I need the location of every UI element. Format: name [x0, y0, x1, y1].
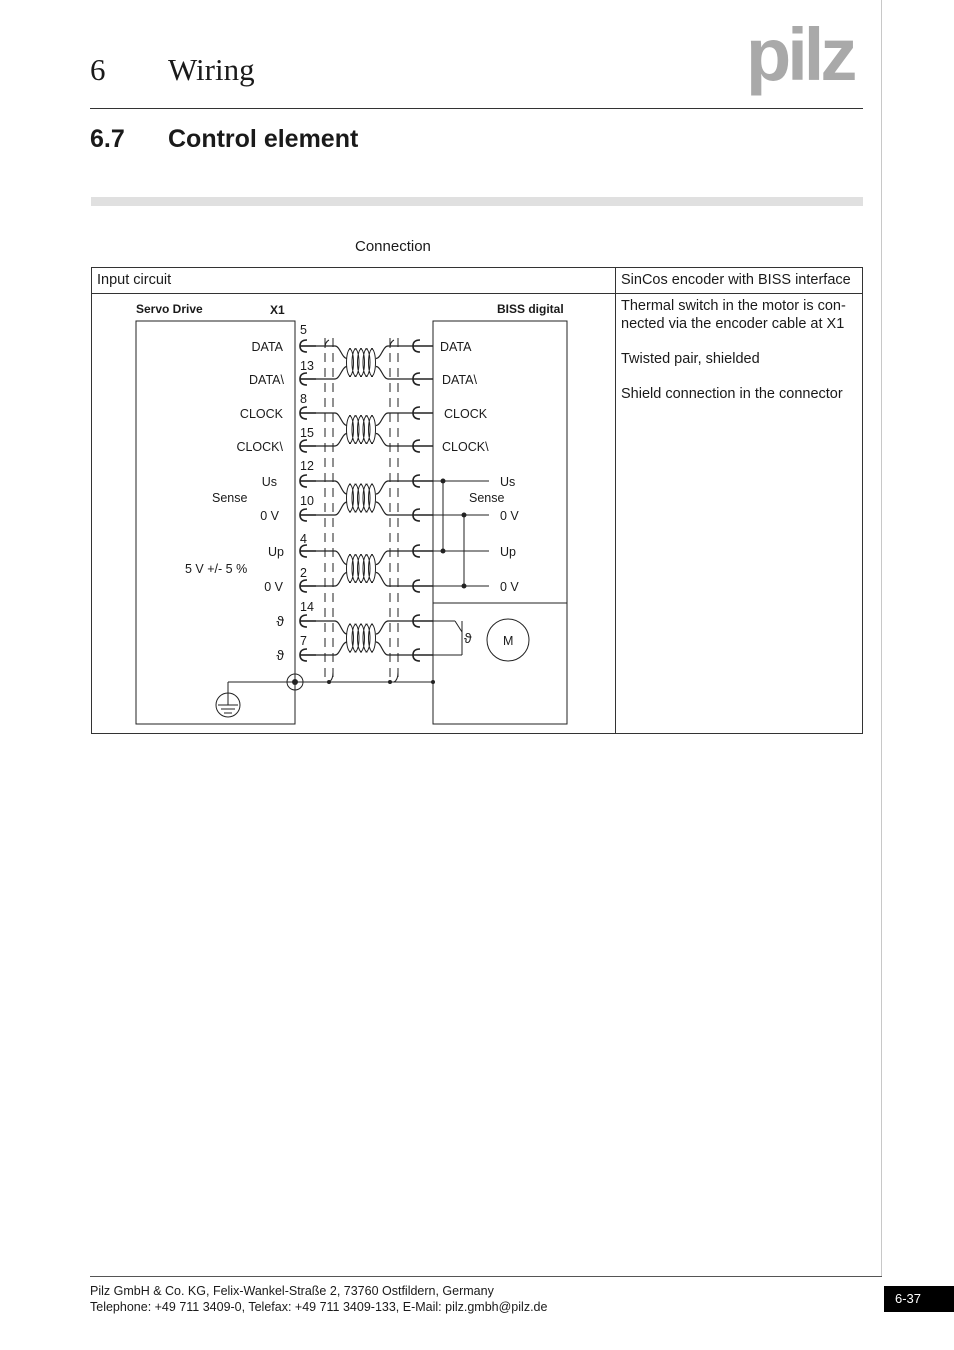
encoder-sense-label: Sense: [469, 491, 505, 505]
section-title: Control element: [168, 125, 359, 153]
pair-wire: [316, 551, 347, 565]
pin-number: 2: [300, 566, 307, 580]
shield-hook-top-left: [325, 340, 329, 348]
drive-signal-label: 0 V: [264, 580, 283, 594]
pair-wire: [316, 346, 347, 359]
supply-label: 5 V +/- 5 %: [185, 562, 248, 576]
drive-sense-label: Sense: [212, 491, 248, 505]
drive-signal-label: Up: [268, 545, 284, 559]
drive-signal-label: 0 V: [260, 509, 279, 523]
encoder-signal-label: DATA: [440, 340, 472, 354]
note-shield: Shield connection in the connector: [621, 386, 843, 402]
column-header-input-circuit: Input circuit: [97, 272, 172, 288]
pair-wire: [316, 434, 347, 447]
encoder-signal-label: CLOCK\: [442, 440, 489, 454]
encoder-signal-label: 0 V: [500, 580, 519, 594]
pair-wire: [316, 573, 347, 587]
shield-hook-top-right: [390, 340, 394, 348]
pin-number: 12: [300, 459, 314, 473]
twisted-pair-coil: [347, 555, 376, 583]
drive-signal-label: Us: [261, 475, 277, 489]
drive-signal-label: CLOCK: [239, 407, 283, 421]
drive-signal-label: DATA\: [249, 373, 284, 387]
twisted-pair-coil: [347, 624, 376, 652]
pair-wire: [376, 642, 413, 655]
chapter-title: Wiring: [168, 52, 255, 87]
pair-wire: [316, 642, 347, 655]
pair-wire: [376, 481, 413, 494]
pin-number: 7: [300, 634, 307, 648]
pair-wire: [376, 434, 413, 447]
encoder-signal-label: Up: [500, 545, 516, 559]
pin-number: 10: [300, 494, 314, 508]
pin-number: 15: [300, 426, 314, 440]
sense-node-us: [441, 479, 446, 484]
pilz-logo-text: pilz: [746, 22, 854, 96]
pin-number: 4: [300, 532, 307, 546]
footer-rule: [90, 1276, 882, 1277]
encoder-label: BISS digital: [497, 302, 564, 316]
motor-label: M: [503, 634, 514, 648]
encoder-signal-label: Us: [500, 475, 516, 489]
drive-signal-label: ϑ: [276, 613, 284, 629]
note-twisted-pair: Twisted pair, shielded: [621, 351, 760, 367]
pair-wire: [376, 502, 413, 515]
note-thermal-switch: Thermal switch in the motor is con- nected via the encoder cable at X1: [621, 298, 846, 332]
pair-wire: [316, 502, 347, 515]
chapter-number: 6: [90, 52, 106, 87]
sense-node-0v-1: [462, 513, 467, 518]
column-header-encoder: SinCos encoder with BISS interface: [621, 272, 851, 288]
pin-number: 13: [300, 359, 314, 373]
pair-wire: [376, 413, 413, 426]
shield-terminal-dot: [292, 679, 298, 685]
encoder-signal-label: DATA\: [442, 373, 477, 387]
twisted-pair-coil: [347, 349, 376, 377]
ground-node-3: [431, 680, 435, 684]
encoder-signal-label: CLOCK: [444, 407, 488, 421]
pair-wire: [316, 621, 347, 634]
pair-wire: [316, 413, 347, 426]
pair-wire: [376, 367, 413, 380]
ground-node-2: [388, 680, 392, 684]
ground-node-1: [327, 680, 331, 684]
drive-signal-label: DATA: [251, 340, 283, 354]
connector-label: X1: [270, 303, 285, 317]
drive-signal-label: CLOCK\: [236, 440, 283, 454]
encoder-thermal-symbol: ϑ: [464, 630, 472, 646]
servo-drive-label: Servo Drive: [136, 302, 203, 316]
pin-number: 8: [300, 392, 307, 406]
footer: [90, 1283, 547, 1315]
shield-hook-bottom-right: [394, 672, 398, 682]
pin-number: 14: [300, 600, 314, 614]
sense-node-0v-2: [462, 584, 467, 589]
pair-wire: [316, 367, 347, 380]
pair-wire: [376, 551, 413, 565]
encoder-signal-label: 0 V: [500, 509, 519, 523]
pair-wire: [316, 481, 347, 494]
pin-number: 5: [300, 323, 307, 337]
pair-wire: [376, 621, 413, 634]
twisted-pair-coil: [347, 484, 376, 512]
figure-label: Connection: [355, 238, 431, 255]
thermal-switch-contact: [455, 621, 462, 632]
section-number: 6.7: [90, 125, 125, 153]
pair-wire: [376, 346, 413, 359]
footer-address: Pilz GmbH & Co. KG, Felix-Wankel-Straße 2, 73760 Ostfildern, Germany: [90, 1284, 494, 1298]
footer-contact: Telephone: +49 711 3409-0, Telefax: +49 711 3409-133, E-Mail: pilz.gmbh@pilz.de: [90, 1300, 548, 1314]
sense-node-up: [441, 549, 446, 554]
pair-wire: [376, 573, 413, 587]
twisted-pair-coil: [347, 416, 376, 444]
page-number: 6-37: [884, 1286, 954, 1312]
drive-signal-label: ϑ: [276, 647, 284, 663]
